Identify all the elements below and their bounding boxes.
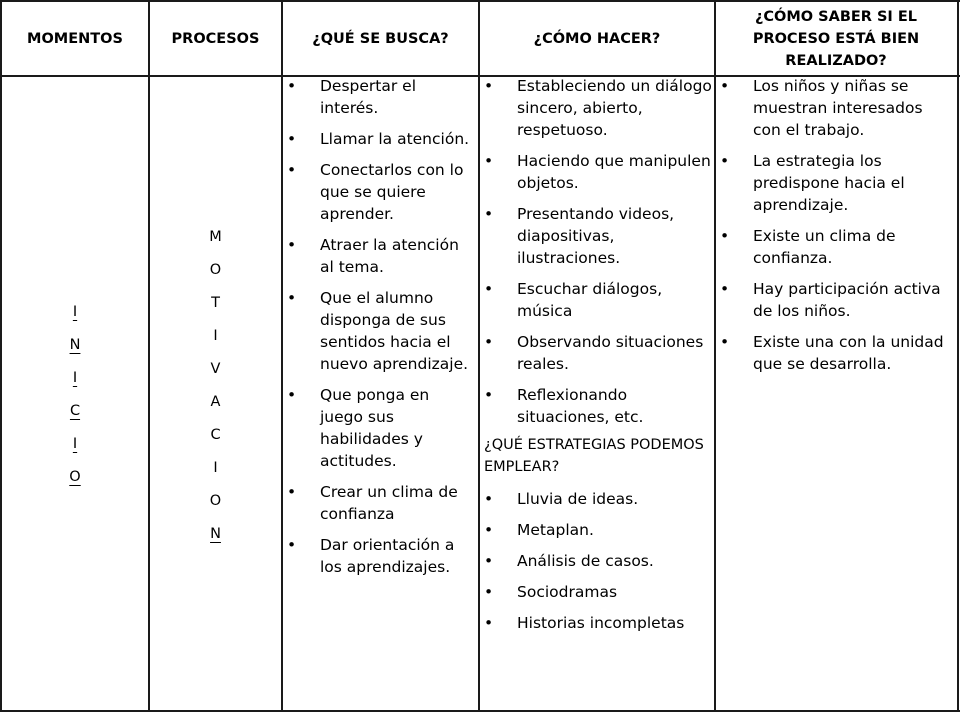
list-item-text: • Observando situaciones reales. <box>517 333 704 373</box>
proceso-letter: O <box>209 262 222 278</box>
list-item <box>480 550 712 572</box>
list-item-text: • Despertar el interés. <box>320 77 417 117</box>
proceso-letter: C <box>210 427 221 443</box>
proceso-letter: V <box>210 361 221 377</box>
que-busca-list <box>283 75 476 587</box>
estrategias-list <box>480 488 712 634</box>
list-item-text: • Haciendo que manipulen objetos. <box>517 152 711 192</box>
list-item <box>480 612 712 634</box>
proceso-letter: I <box>213 328 218 344</box>
estrategias-heading: ¿QUÉ ESTRATEGIAS PODEMOS EMPLEAR? <box>484 437 704 475</box>
list-item <box>716 75 948 141</box>
list-item-text: • Análisis de casos. <box>517 552 654 570</box>
list-item <box>480 278 712 322</box>
list-item-text: • Existe una con la unidad que se desarrolla. <box>753 333 944 373</box>
list-item <box>480 331 712 375</box>
list-item-text: • Conectarlos con lo que se quiere aprender. <box>320 161 464 223</box>
list-item <box>283 534 476 578</box>
list-item <box>716 278 948 322</box>
header-como-hacer: ¿CÓMO HACER? <box>533 30 661 47</box>
momento-vertical-text <box>2 78 148 712</box>
list-item <box>480 203 712 269</box>
momento-letter: I <box>72 304 78 320</box>
proceso-letter: A <box>210 394 221 410</box>
proceso-letter: I <box>213 460 218 476</box>
list-item-text: • Llamar la atención. <box>320 130 470 148</box>
momento-letter: O <box>69 469 81 485</box>
proceso-letter: O <box>209 493 222 509</box>
list-item <box>716 150 948 216</box>
list-item <box>480 150 712 194</box>
como-saber-list <box>716 75 948 384</box>
como-hacer-list <box>480 75 712 428</box>
list-item <box>480 384 712 428</box>
list-item <box>283 481 476 525</box>
list-item-text: • Lluvia de ideas. <box>517 490 639 508</box>
header-como-saber: ¿CÓMO SABER SI EL PROCESO ESTÁ BIEN REALIZADO? <box>752 8 920 69</box>
list-item <box>716 225 948 269</box>
list-item-text: • Atraer la atención al tema. <box>320 236 459 276</box>
list-item-text: • Crear un clima de confianza <box>320 483 458 523</box>
list-item-text: • Historias incompletas <box>517 614 685 632</box>
list-item <box>480 519 712 541</box>
list-item-text: • Metaplan. <box>517 521 594 539</box>
list-item-text: • Escuchar diálogos, música <box>517 280 663 320</box>
list-item-text: • Estableciendo un diálogo sincero, abierto, respetuoso. <box>517 77 712 139</box>
list-item-text: • Sociodramas <box>517 583 618 601</box>
proceso-vertical-text <box>150 60 281 712</box>
list-item <box>480 488 712 510</box>
list-item <box>283 159 476 225</box>
momento-letter: C <box>69 403 81 419</box>
list-item <box>283 384 476 472</box>
list-item <box>480 75 712 141</box>
momento-letter: N <box>69 337 81 353</box>
proceso-letter: N <box>210 526 221 542</box>
proceso-letter: T <box>211 295 220 311</box>
list-item <box>716 331 948 375</box>
list-item-text: • Los niños y niñas se muestran interesados con el trabajo. <box>753 77 923 139</box>
table-right-border <box>957 0 959 712</box>
list-item-text: • La estrategia los predispone hacia el aprendizaje. <box>753 152 905 214</box>
como-hacer-column <box>480 75 712 643</box>
list-item-text: • Presentando videos, diapositivas, ilustraciones. <box>517 205 675 267</box>
list-item-text: • Existe un clima de confianza. <box>753 227 896 267</box>
list-item <box>283 234 476 278</box>
list-item <box>283 287 476 375</box>
list-item-text: • Hay participación activa de los niños. <box>753 280 941 320</box>
list-item <box>480 581 712 603</box>
momento-letter: I <box>72 370 78 386</box>
list-item <box>283 75 476 119</box>
header-procesos: PROCESOS <box>171 30 260 47</box>
list-item-text: • Reflexionando situaciones, etc. <box>517 386 644 426</box>
list-item-text: • Que ponga en juego sus habilidades y actitudes. <box>320 386 430 470</box>
header-que-busca: ¿QUÉ SE BUSCA? <box>312 30 449 47</box>
list-item-text: • Dar orientación a los aprendizajes. <box>320 536 455 576</box>
header-momentos: MOMENTOS <box>27 30 123 47</box>
momento-letter: I <box>72 436 78 452</box>
list-item-text: • Que el alumno disponga de sus sentidos hacia el nuevo aprendizaje. <box>320 289 469 373</box>
list-item <box>283 128 476 150</box>
proceso-letter: M <box>209 229 222 245</box>
